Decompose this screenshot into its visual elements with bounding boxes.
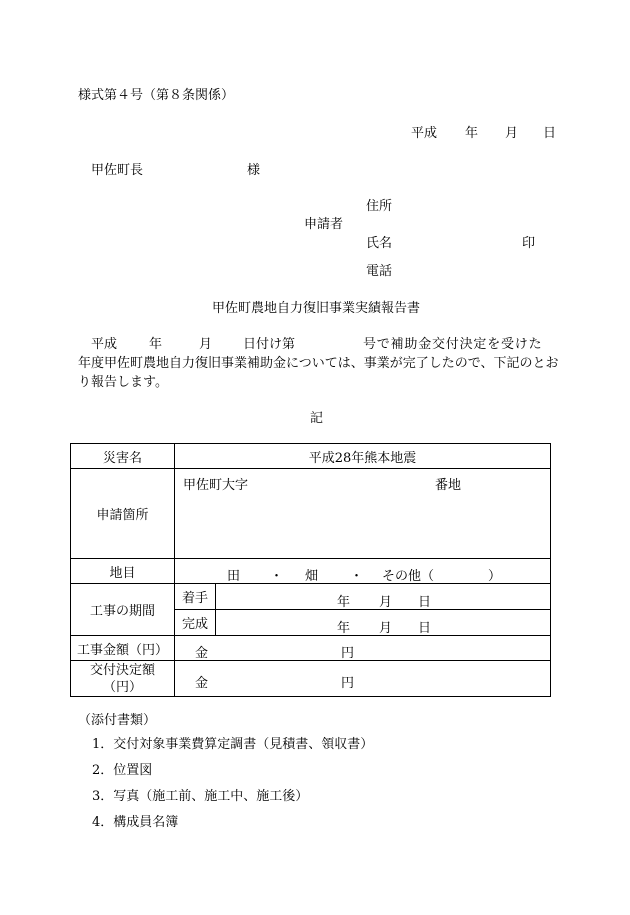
grant-decision-label	[71, 661, 175, 697]
body-grant-text: 号で補助金交付決定を受けた	[363, 337, 543, 352]
disaster-name-label: 災害名	[71, 444, 175, 469]
completion-label: 完成	[175, 610, 216, 636]
land-category-options[interactable]	[175, 559, 551, 584]
body-month-unit: 月	[199, 337, 213, 352]
body-line-3: り報告します。	[78, 375, 168, 390]
attachment-item: 1．交付対象事業費算定調書（見積書、領収書）	[92, 737, 374, 752]
document-title: 甲佐町農地自力復旧事業実績報告書	[212, 301, 421, 316]
table-row	[71, 444, 551, 469]
location-label: 申請箇所	[71, 469, 175, 559]
attachment-item: 4．構成員名簿	[92, 815, 179, 830]
body-date-suffix: 日付け第	[243, 337, 296, 352]
grant-prefix: 金	[195, 676, 209, 691]
land-option-close: ）	[488, 569, 502, 584]
completion-year-unit: 年	[337, 621, 351, 636]
location-cell[interactable]	[175, 469, 551, 559]
body-era: 平成	[91, 337, 118, 352]
addressee: 甲佐町長	[91, 163, 144, 178]
completion-month-unit: 月	[379, 621, 393, 636]
table-row	[71, 559, 551, 584]
table-row	[71, 584, 551, 610]
land-option-field: 畑	[305, 569, 319, 584]
grant-unit: 円	[341, 676, 355, 691]
construction-period-label: 工事の期間	[71, 584, 175, 636]
applicant-label: 申請者	[304, 217, 344, 232]
ki-marker: 記	[310, 411, 324, 426]
grant-label-line-2: （円）	[102, 679, 142, 695]
land-option-separator: ・	[350, 569, 364, 584]
addressee-honorific: 様	[247, 163, 261, 178]
land-option-paddy: 田	[227, 569, 241, 584]
report-table	[70, 443, 551, 697]
date-year-unit: 年	[465, 126, 479, 141]
land-category-label: 地目	[71, 559, 175, 584]
construction-cost-cell[interactable]	[175, 636, 551, 661]
table-row	[71, 661, 551, 697]
start-month-unit: 月	[379, 595, 393, 610]
date-era: 平成	[411, 126, 438, 141]
name-label: 氏名	[366, 236, 393, 251]
date-day-unit: 日	[543, 126, 557, 141]
location-prefix: 甲佐町大字	[183, 478, 249, 493]
start-label: 着手	[175, 584, 216, 610]
grant-label-line-1: 交付決定額	[89, 662, 155, 678]
land-option-separator: ・	[270, 569, 284, 584]
table-row	[71, 469, 551, 559]
completion-date-cell[interactable]	[216, 610, 551, 636]
location-suffix: 番地	[435, 478, 462, 493]
disaster-name-value: 平成28年熊本地震	[175, 444, 551, 469]
grant-decision-cell[interactable]	[175, 661, 551, 697]
land-option-other: その他（	[382, 569, 435, 584]
body-year-unit: 年	[149, 337, 163, 352]
attachment-item: 3．写真（施工前、施工中、施工後）	[92, 789, 309, 804]
attachment-item: 2．位置図	[92, 763, 153, 778]
cost-unit: 円	[341, 646, 355, 661]
seal-mark: 印	[522, 236, 536, 251]
start-date-cell[interactable]	[216, 584, 551, 610]
body-line-2: 年度甲佐町農地自力復旧事業補助金については、事業が完了したので、下記のとお	[78, 356, 559, 371]
table-row	[71, 636, 551, 661]
phone-label: 電話	[366, 264, 393, 279]
start-year-unit: 年	[337, 595, 351, 610]
form-number: 様式第４号（第８条関係）	[78, 88, 235, 103]
start-day-unit: 日	[418, 595, 432, 610]
completion-day-unit: 日	[418, 621, 432, 636]
date-month-unit: 月	[505, 126, 519, 141]
attachments-heading: （添付書類）	[78, 713, 157, 728]
construction-cost-label: 工事金額（円）	[71, 636, 175, 661]
cost-prefix: 金	[195, 646, 209, 661]
address-label: 住所	[366, 199, 393, 214]
